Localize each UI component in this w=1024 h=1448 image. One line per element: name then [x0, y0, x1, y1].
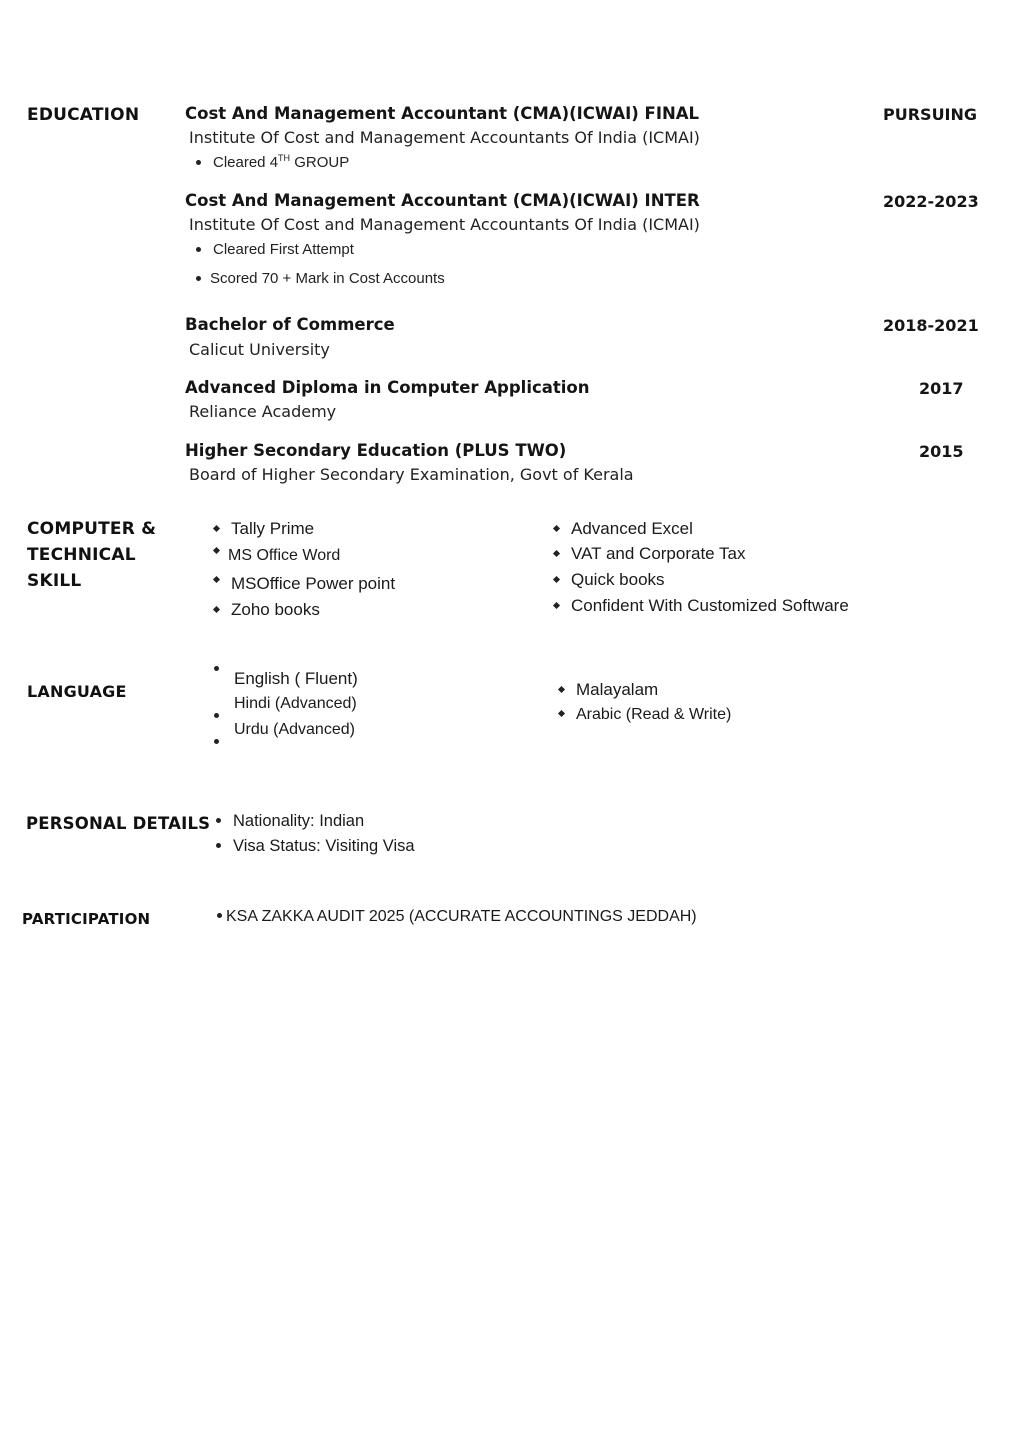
bullet-icon: [213, 525, 220, 532]
education-entry-3-title: Bachelor of Commerce: [185, 315, 395, 334]
education-entry-3-institution: Calicut University: [189, 340, 330, 359]
education-entry-2-bullet-1: Cleared First Attempt: [196, 241, 354, 258]
bullet-icon: [217, 913, 222, 918]
bullet-icon: [558, 686, 565, 693]
education-entry-5-institution: Board of Higher Secondary Examination, Govt of Kerala: [189, 465, 634, 484]
participation-heading: PARTICIPATION: [22, 910, 151, 928]
participation-item: KSA ZAKKA AUDIT 2025 (ACCURATE ACCOUNTINGS JEDDAH): [217, 908, 697, 926]
bullet-icon: [216, 843, 221, 848]
personal-heading: PERSONAL DETAILS: [26, 814, 211, 833]
language-heading: LANGUAGE: [27, 682, 127, 701]
education-entry-3-year: 2018-2021: [883, 316, 979, 335]
bullet-icon: [196, 247, 201, 252]
language-item: Hindi (Advanced): [234, 695, 357, 712]
education-entry-2-institution: Institute Of Cost and Management Accountants Of India (ICMAI): [189, 215, 700, 234]
language-item: English ( Fluent): [234, 669, 358, 688]
education-entry-1-year: PURSUING: [883, 105, 978, 124]
bullet-icon: [213, 606, 220, 613]
skill-item: Confident With Customized Software: [554, 596, 849, 616]
bullet-icon: [196, 160, 201, 165]
bullet-icon: [214, 713, 219, 718]
education-entry-2-bullet-2: Scored 70 + Mark in Cost Accounts: [196, 270, 445, 287]
education-entry-5-title: Higher Secondary Education (PLUS TWO): [185, 441, 567, 460]
bullet-icon: [214, 666, 219, 671]
education-entry-4-title: Advanced Diploma in Computer Application: [185, 378, 590, 397]
skill-item: Quick books: [554, 570, 665, 590]
personal-item: Visa Status: Visiting Visa: [216, 837, 415, 856]
skills-heading: COMPUTER & TECHNICAL SKILL: [27, 519, 157, 591]
bullet-icon: [214, 739, 219, 744]
education-heading: EDUCATION: [27, 105, 140, 125]
bullet-icon: [196, 276, 201, 281]
language-item: Malayalam: [559, 680, 658, 700]
bullet-icon: [553, 602, 560, 609]
education-entry-4-institution: Reliance Academy: [189, 402, 337, 421]
skill-item: MSOffice Power point: [214, 574, 395, 594]
bullet-icon: [216, 818, 221, 823]
bullet-icon: [553, 550, 560, 557]
education-entry-4-year: 2017: [919, 379, 964, 398]
education-entry-5-year: 2015: [919, 442, 964, 461]
bullet-icon: [213, 547, 220, 554]
education-entry-1-institution: Institute Of Cost and Management Accountants Of India (ICMAI): [189, 128, 700, 147]
education-entry-2-year: 2022-2023: [883, 192, 979, 211]
bullet-icon: [213, 576, 220, 583]
bullet-icon: [558, 710, 565, 717]
education-entry-2-title: Cost And Management Accountant (CMA)(ICWAI) INTER: [185, 191, 700, 210]
skill-item: Zoho books: [214, 600, 320, 620]
language-item: Arabic (Read & Write): [559, 706, 731, 724]
skill-item: VAT and Corporate Tax: [554, 544, 746, 564]
bullet-icon: [553, 576, 560, 583]
skill-item: Tally Prime: [214, 519, 314, 539]
skill-item: MS Office Word: [214, 547, 340, 565]
education-entry-1-title: Cost And Management Accountant (CMA)(ICWAI) FINAL: [185, 104, 700, 123]
personal-item: Nationality: Indian: [216, 812, 364, 831]
bullet-icon: [553, 525, 560, 532]
skill-item: Advanced Excel: [554, 519, 693, 539]
language-item: Urdu (Advanced): [234, 721, 355, 738]
education-entry-1-bullet: Cleared 4TH GROUP: [196, 154, 349, 171]
